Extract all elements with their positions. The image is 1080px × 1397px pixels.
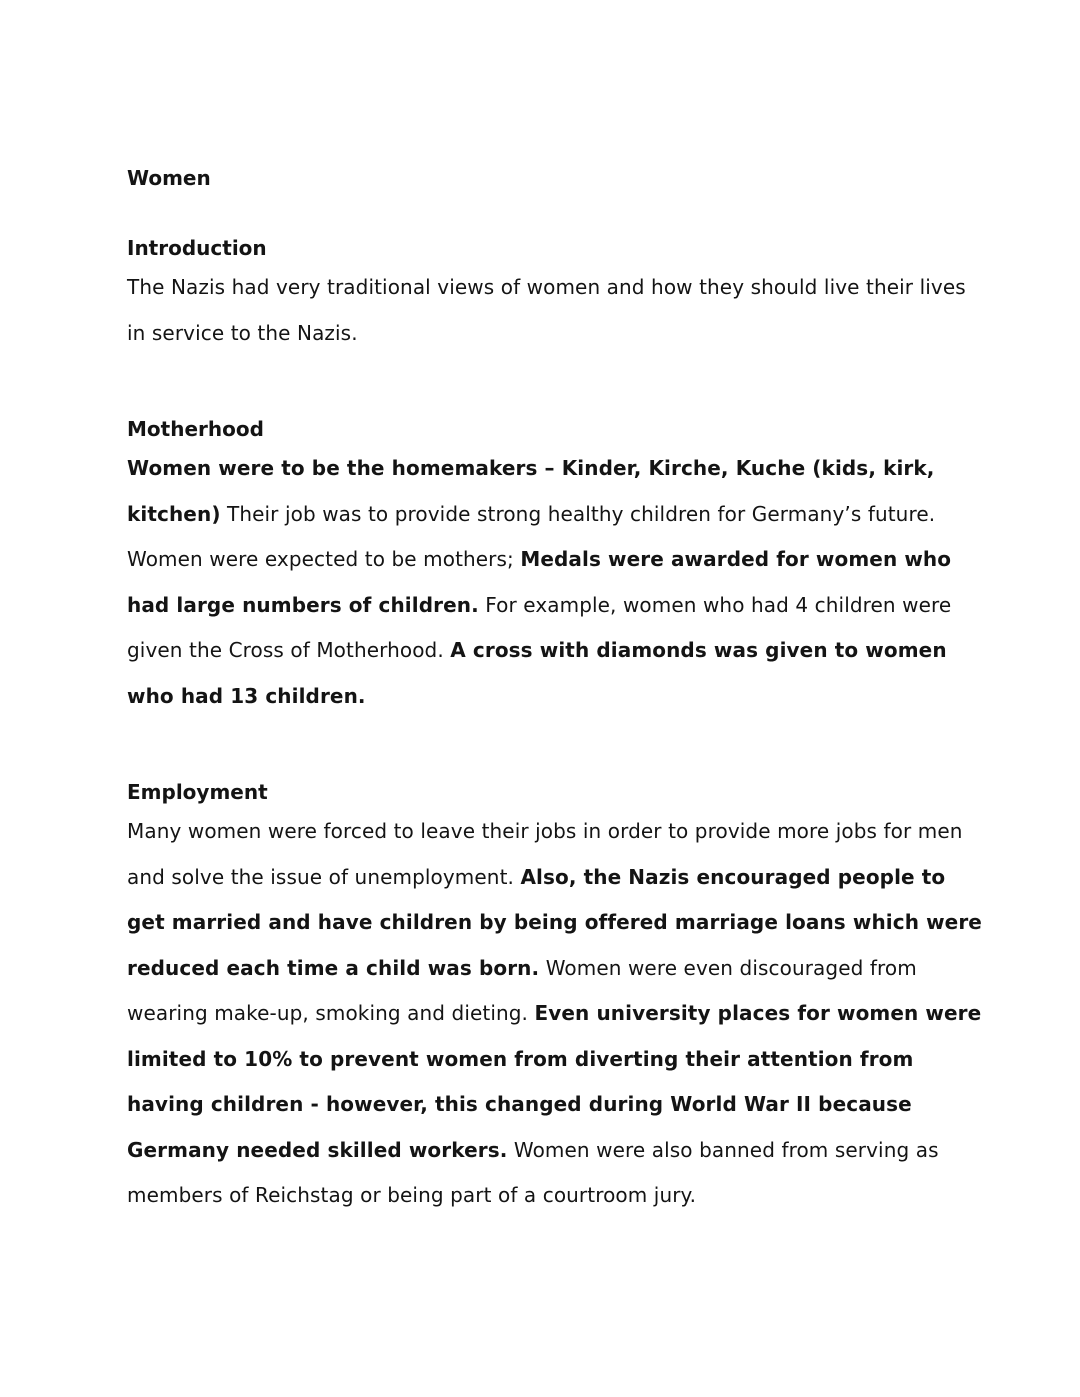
text-run: Women were even discouraged from wearing make-up, smoking and dieting.	[127, 955, 917, 1025]
paragraph-introduction	[127, 265, 987, 356]
paragraph-employment	[127, 809, 987, 1219]
text-run-bold: Women were to be the homemakers – Kinder, Kirche, Kuche (kids, kirk, kitchen)	[127, 456, 935, 526]
section-employment	[127, 778, 987, 1219]
text-run: Their job was to provide strong healthy children for Germany’s future. Women were expected to be mothers;	[127, 501, 936, 571]
page-title: Women	[127, 166, 211, 190]
text-run: For example, women who had 4 children were given the Cross of Motherhood.	[127, 592, 952, 662]
section-heading-motherhood: Motherhood	[127, 417, 264, 441]
section-introduction	[127, 234, 987, 356]
section-heading-introduction: Introduction	[127, 236, 267, 260]
text-run-bold: Medals were awarded for women who had large numbers of children.	[127, 547, 952, 617]
paragraph-motherhood	[127, 446, 987, 719]
section-heading-employment: Employment	[127, 780, 268, 804]
document-page	[127, 0, 987, 1397]
text-run-bold: Also, the Nazis encouraged people to get married and have children by being offered marriage loans which were reduced each time a child was born.	[127, 864, 982, 980]
text-run: Women were also banned from serving as members of Reichstag or being part of a courtroom jury.	[127, 1137, 939, 1207]
section-motherhood	[127, 415, 987, 719]
text-run: The Nazis had very traditional views of women and how they should live their lives in service to the Nazis.	[127, 275, 966, 345]
text-run-bold: Even university places for women were limited to 10% to prevent women from diverting their attention from having children - however, this changed during World War II because Germany needed skilled workers.	[127, 1001, 982, 1162]
text-run: Many women were forced to leave their jobs in order to provide more jobs for men and solve the issue of unemployment.	[127, 819, 963, 889]
text-run-bold: A cross with diamonds was given to women who had 13 children.	[127, 638, 947, 708]
